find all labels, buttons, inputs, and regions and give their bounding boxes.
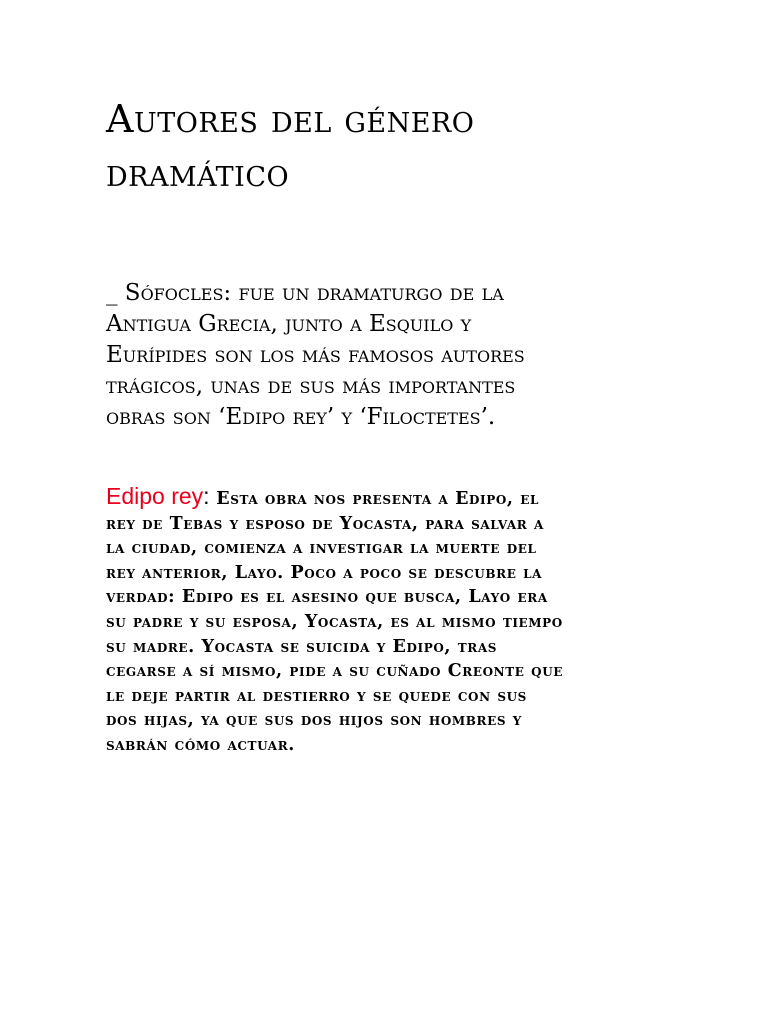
sofocles-paragraph: _ Sófocles: fue un dramaturgo de la Antigua Grecia, junto a Esquilo y Eurípides son los más famosos autores trágicos, unas de sus más importantes obras son ‘Edipo rey’ y ‘Filoctetes’. [106,280,525,430]
page-title: Autores del género dramático [106,97,475,195]
edipo-rey-heading: Edipo rey [106,483,204,509]
heading-colon: : [203,483,210,509]
edipo-rey-body: Esta obra nos presenta a Edipo, el rey de Tebas y esposo de Yocasta, para salvar a la ciudad, comienza a investigar la muerte del rey anterior, Layo. Poco a poco se descubre la verdad: Edipo es el asesino que busca, Layo era su padre y su esposa, Yocasta, es al mismo tiempo su madre. Yocasta se suicida y Edipo, tras cegarse a sí mismo, pide a su cuñado Creonte que le deje partir al destierro y se quede con sus dos hijas, ya que sus dos hijos son hombres y sabrán cómo actuar. [106,489,564,755]
edipo-rey-paragraph [106,484,696,758]
